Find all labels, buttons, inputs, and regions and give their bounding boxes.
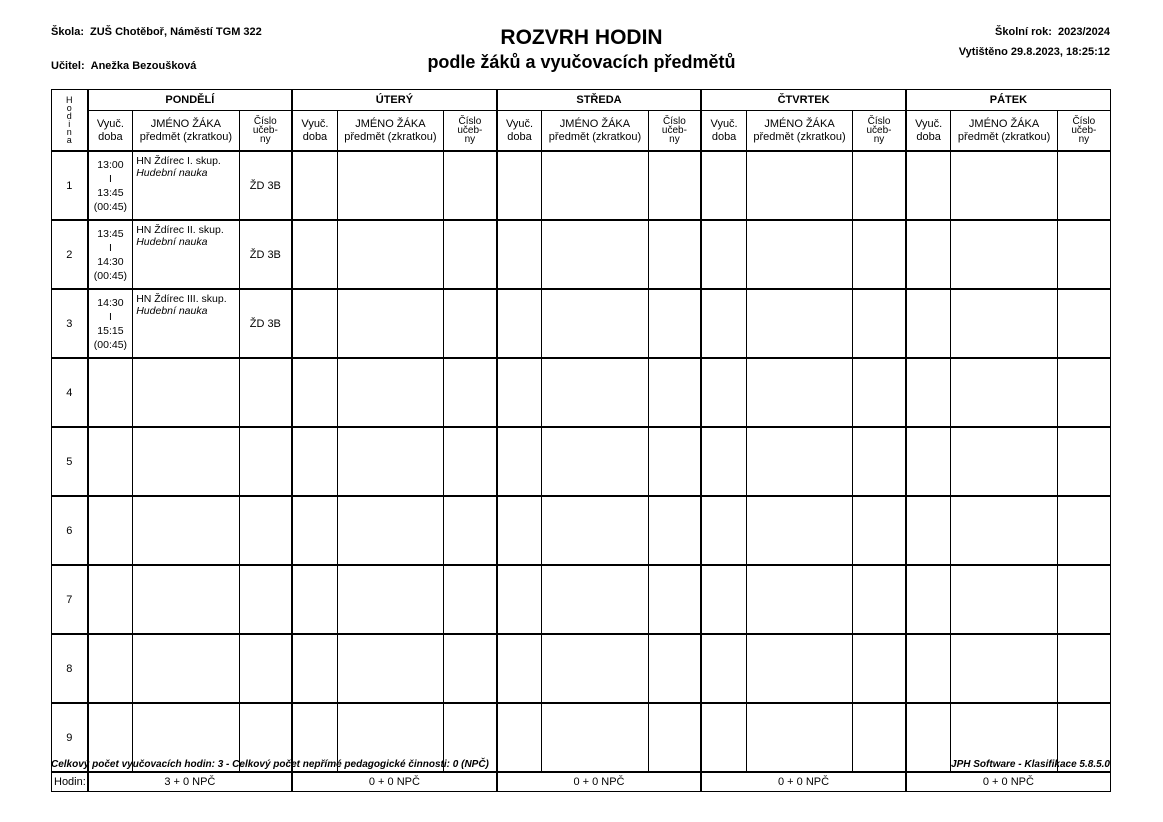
lesson-number: 8 (52, 634, 88, 703)
lesson-time (906, 496, 951, 565)
cislo-ucebny-header: Číslo učeb- ny (1057, 111, 1110, 152)
lesson-subject (337, 358, 443, 427)
day-total: 0 + 0 NPČ (497, 772, 702, 792)
lesson-subject (542, 634, 648, 703)
lesson-room (239, 565, 292, 634)
lesson-room (1057, 289, 1110, 358)
lesson-row (52, 565, 1111, 634)
lesson-time (292, 634, 337, 703)
lesson-time (906, 358, 951, 427)
lesson-time (497, 427, 542, 496)
day-header: PÁTEK (906, 90, 1111, 111)
lesson-time (701, 151, 746, 220)
day-header: PONDĚLÍ (88, 90, 293, 111)
lesson-room (648, 151, 701, 220)
day-header-row (52, 90, 1111, 111)
vyuc-doba-header: Vyuč. doba (292, 111, 337, 152)
lesson-room (853, 289, 906, 358)
lesson-room (444, 220, 497, 289)
lesson-subject (746, 427, 852, 496)
subject-name: Hudební nauka (136, 236, 208, 248)
lesson-room (853, 427, 906, 496)
lesson-subject (542, 151, 648, 220)
lesson-number: 4 (52, 358, 88, 427)
lesson-time (292, 427, 337, 496)
lesson-room (239, 427, 292, 496)
lesson-subject (542, 289, 648, 358)
lesson-time (292, 151, 337, 220)
lesson-time: 14:30 I 15:15 (00:45) (88, 289, 133, 358)
lesson-time (88, 565, 133, 634)
cislo-ucebny-header: Číslo učeb- ny (853, 111, 906, 152)
lesson-time: 13:00 I 13:45 (00:45) (88, 151, 133, 220)
lesson-subject (133, 289, 239, 358)
lesson-subject (951, 496, 1057, 565)
lesson-time (497, 151, 542, 220)
school-name: ZUŠ Chotěboř, Náměstí TGM 322 (90, 26, 262, 38)
cislo-ucebny-header: Číslo učeb- ny (648, 111, 701, 152)
timetable (51, 89, 1111, 792)
lesson-number: 5 (52, 427, 88, 496)
vyuc-doba-header: Vyuč. doba (88, 111, 133, 152)
lesson-time (88, 496, 133, 565)
lesson-subject (542, 358, 648, 427)
software-credit: JPH Software - Klasifikace 5.8.5.0 (951, 759, 1110, 770)
lesson-time (292, 565, 337, 634)
lesson-room (853, 151, 906, 220)
year-value: 2023/2024 (1058, 26, 1110, 38)
cislo-ucebny-header: Číslo učeb- ny (444, 111, 497, 152)
lesson-room (648, 703, 701, 772)
cislo-ucebny-header: Číslo učeb- ny (239, 111, 292, 152)
lesson-room (648, 427, 701, 496)
teacher-label: Učitel: (51, 60, 85, 72)
lesson-time (88, 358, 133, 427)
jmeno-zaka-header: JMÉNO ŽÁKA předmět (zkratkou) (951, 111, 1057, 152)
lesson-subject (951, 358, 1057, 427)
lesson-subject (951, 220, 1057, 289)
lesson-subject (337, 496, 443, 565)
lesson-row (52, 289, 1111, 358)
student-name: HN Ždírec II. skup. (136, 224, 224, 236)
day-header: STŘEDA (497, 90, 702, 111)
subject-name: Hudební nauka (136, 167, 208, 179)
lesson-time (701, 496, 746, 565)
jmeno-zaka-header: JMÉNO ŽÁKA předmět (zkratkou) (746, 111, 852, 152)
lesson-time: 13:45 I 14:30 (00:45) (88, 220, 133, 289)
lesson-subject (133, 634, 239, 703)
lesson-row (52, 634, 1111, 703)
page-title: ROZVRH HODIN (500, 26, 663, 49)
lesson-subject (337, 220, 443, 289)
lesson-number: 1 (52, 151, 88, 220)
lesson-number: 2 (52, 220, 88, 289)
lesson-row (52, 151, 1111, 220)
lesson-time (497, 703, 542, 772)
lesson-room (1057, 565, 1110, 634)
lesson-room (444, 151, 497, 220)
lesson-row (52, 427, 1111, 496)
jmeno-zaka-header: JMÉNO ŽÁKA předmět (zkratkou) (133, 111, 239, 152)
lesson-subject (542, 496, 648, 565)
lesson-subject (337, 427, 443, 496)
lesson-room (1057, 496, 1110, 565)
lesson-time (497, 565, 542, 634)
lesson-subject (951, 289, 1057, 358)
lesson-subject (746, 151, 852, 220)
vyuc-doba-header: Vyuč. doba (701, 111, 746, 152)
lesson-time (497, 358, 542, 427)
lesson-time (906, 220, 951, 289)
lesson-time (701, 703, 746, 772)
column-header-row (52, 111, 1111, 152)
lesson-time (497, 289, 542, 358)
student-name: HN Ždírec III. skup. (136, 293, 227, 305)
lesson-room (239, 634, 292, 703)
lesson-time (701, 358, 746, 427)
lesson-subject (746, 358, 852, 427)
lesson-room (1057, 634, 1110, 703)
lesson-time (906, 151, 951, 220)
lesson-room (648, 496, 701, 565)
lesson-subject (951, 427, 1057, 496)
lesson-room (853, 703, 906, 772)
lesson-subject (951, 634, 1057, 703)
lesson-room (1057, 220, 1110, 289)
lesson-time (701, 220, 746, 289)
lesson-subject (133, 220, 239, 289)
lesson-subject (951, 151, 1057, 220)
lesson-time (497, 496, 542, 565)
lesson-subject (133, 427, 239, 496)
jmeno-zaka-header: JMÉNO ŽÁKA předmět (zkratkou) (542, 111, 648, 152)
day-total: 0 + 0 NPČ (906, 772, 1111, 792)
lesson-subject (133, 151, 239, 220)
lesson-subject (337, 634, 443, 703)
lesson-room (648, 289, 701, 358)
lesson-room (648, 358, 701, 427)
lesson-room (648, 565, 701, 634)
lesson-number: 9 (52, 703, 88, 772)
totals-row (52, 772, 1111, 792)
lesson-row (52, 358, 1111, 427)
lesson-room (239, 358, 292, 427)
day-header: ČTVRTEK (701, 90, 906, 111)
lesson-room (444, 289, 497, 358)
lesson-time (701, 634, 746, 703)
lesson-room (853, 358, 906, 427)
lesson-room (648, 634, 701, 703)
lesson-subject (746, 496, 852, 565)
vyuc-doba-header: Vyuč. doba (906, 111, 951, 152)
lesson-time (292, 289, 337, 358)
lesson-room (239, 496, 292, 565)
student-name: HN Ždírec I. skup. (136, 155, 221, 167)
lesson-time (292, 358, 337, 427)
lesson-room (853, 220, 906, 289)
vyuc-doba-header: Vyuč. doba (497, 111, 542, 152)
school-year (995, 26, 1110, 38)
lesson-number: 6 (52, 496, 88, 565)
hodina-header (52, 90, 88, 152)
hodina-label: H o d i n a (66, 95, 73, 145)
totals-label: Hodin: (52, 772, 88, 792)
lesson-number: 3 (52, 289, 88, 358)
lesson-row (52, 496, 1111, 565)
teacher-name: Anežka Bezoušková (90, 60, 197, 72)
lesson-room (444, 496, 497, 565)
lesson-subject (542, 703, 648, 772)
day-header: ÚTERÝ (292, 90, 497, 111)
lesson-subject (746, 565, 852, 634)
lesson-room: ŽD 3B (239, 220, 292, 289)
jmeno-zaka-header: JMÉNO ŽÁKA předmět (zkratkou) (337, 111, 443, 152)
school-label: Škola: (51, 26, 85, 38)
lesson-room (444, 634, 497, 703)
lesson-row (52, 220, 1111, 289)
lesson-time (906, 427, 951, 496)
lesson-time (906, 565, 951, 634)
lesson-subject (746, 220, 852, 289)
lesson-subject (133, 565, 239, 634)
lesson-room (853, 565, 906, 634)
year-label: Školní rok: (995, 26, 1052, 38)
summary-text: Celkový počet vyučovacích hodin: 3 - Celkový počet nepřímé pedagogické činnosti: 0 (NPČ) (51, 759, 489, 770)
lesson-subject (133, 358, 239, 427)
lesson-number: 7 (52, 565, 88, 634)
lesson-subject (337, 565, 443, 634)
lesson-time (906, 703, 951, 772)
lesson-room (444, 565, 497, 634)
lesson-subject (746, 634, 852, 703)
lesson-time (906, 289, 951, 358)
lesson-room: ŽD 3B (239, 151, 292, 220)
printed-date: Vytištěno 29.8.2023, 18:25:12 (958, 46, 1110, 58)
lesson-time (701, 565, 746, 634)
lesson-time (701, 427, 746, 496)
lesson-room (853, 634, 906, 703)
lesson-room (1057, 151, 1110, 220)
lesson-time (497, 634, 542, 703)
lesson-room (444, 427, 497, 496)
lesson-time (88, 634, 133, 703)
lesson-subject (951, 565, 1057, 634)
subject-name: Hudební nauka (136, 305, 208, 317)
lesson-subject (746, 289, 852, 358)
lesson-room (648, 220, 701, 289)
lesson-time (906, 634, 951, 703)
lesson-subject (337, 151, 443, 220)
lesson-time (701, 289, 746, 358)
lesson-subject (542, 427, 648, 496)
lesson-subject (542, 220, 648, 289)
lesson-room (444, 358, 497, 427)
lesson-room: ŽD 3B (239, 289, 292, 358)
lesson-time (497, 220, 542, 289)
lesson-time (292, 496, 337, 565)
lesson-room (1057, 427, 1110, 496)
lesson-subject (337, 289, 443, 358)
lesson-subject (542, 565, 648, 634)
lesson-room (1057, 358, 1110, 427)
day-total: 3 + 0 NPČ (88, 772, 293, 792)
lesson-time (88, 427, 133, 496)
lesson-subject (133, 496, 239, 565)
lesson-time (292, 220, 337, 289)
lesson-subject (746, 703, 852, 772)
lesson-room (853, 496, 906, 565)
page-subtitle: podle žáků a vyučovacích předmětů (427, 52, 736, 72)
day-total: 0 + 0 NPČ (292, 772, 497, 792)
day-total: 0 + 0 NPČ (701, 772, 906, 792)
